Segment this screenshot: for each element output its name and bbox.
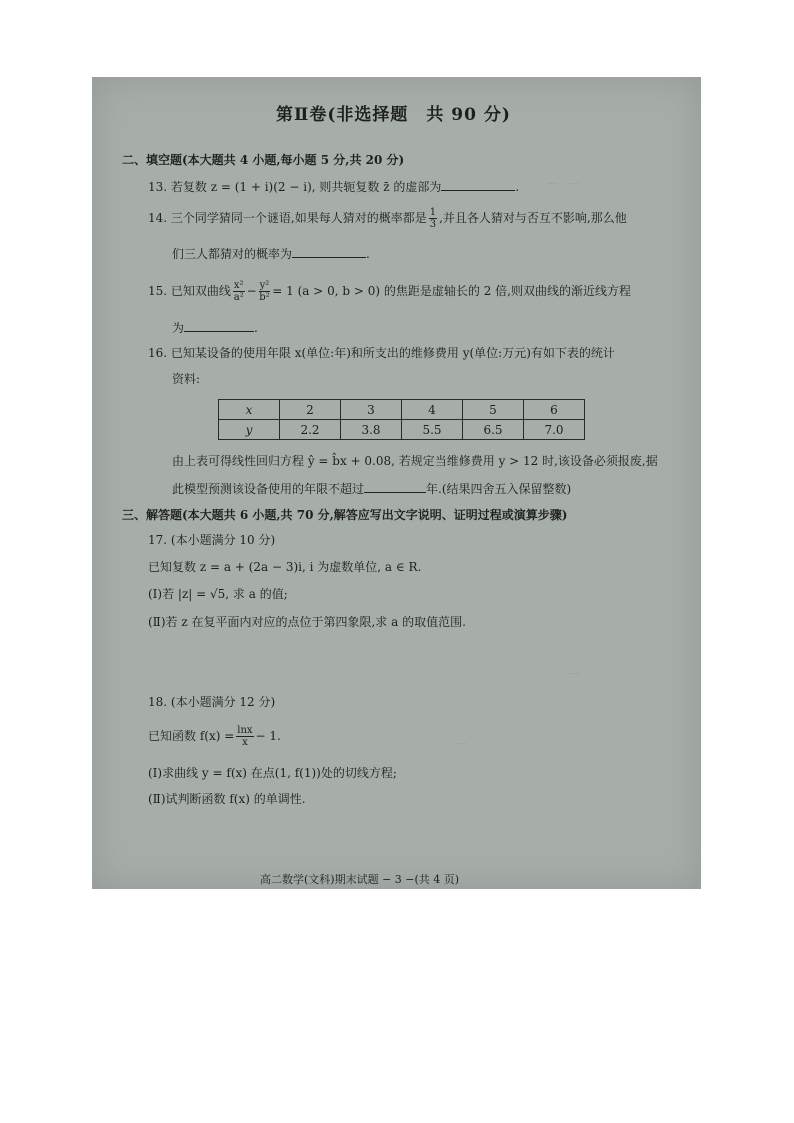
q15-y-den: b²: [259, 292, 270, 303]
table-cell: 6: [524, 400, 585, 420]
question-15-line-2: [172, 319, 258, 336]
q17-title: 17. (本小题满分 10 分): [148, 533, 276, 547]
q17-part-1: (Ⅰ)若 |z| = √5, 求 a 的值;: [148, 587, 288, 601]
q18-stem-b: − 1.: [255, 729, 281, 743]
q18-title: 18. (本小题满分 12 分): [148, 695, 276, 709]
q15-y-num: y²: [259, 280, 270, 291]
q15-lead: 15. 已知双曲线: [148, 284, 231, 298]
q15-fraction-x: [233, 280, 245, 303]
q13-text: 13. 若复数 z = (1 + i)(2 − i), 则共轭复数 z̄ 的虚部为: [148, 180, 442, 194]
q13-end: .: [515, 180, 520, 194]
question-16-line-2: 资料:: [172, 372, 201, 386]
q15-end: .: [254, 321, 258, 335]
data-table: [218, 399, 585, 440]
table-row-x: [219, 400, 585, 420]
table-cell: x: [219, 400, 280, 420]
bleed-through-mark: · · —: [442, 737, 467, 750]
page-title: 第Ⅱ卷(非选择题 共 90 分): [276, 105, 511, 125]
q18-stem-a: 已知函数 f(x) =: [148, 729, 235, 743]
q14-text-b: ,并且各人猜对与否互不影响,那么他: [439, 211, 627, 225]
question-13: [148, 178, 519, 195]
table-cell: 3.8: [341, 420, 402, 440]
table-cell: 3: [341, 400, 402, 420]
q15-rest: = 1 (a > 0, b > 0) 的焦距是虚轴长的 2 倍,则双曲线的渐近线方程: [272, 284, 631, 298]
q18-fraction: [236, 725, 253, 748]
q17-part-2: (Ⅱ)若 z 在复平面内对应的点位于第四象限,求 a 的取值范围.: [148, 615, 466, 629]
question-14-line-1: [148, 207, 627, 230]
q14-text-a: 14. 三个同学猜同一个谜语,如果每人猜对的概率都是: [148, 211, 427, 225]
q18-part-1: (Ⅰ)求曲线 y = f(x) 在点(1, f(1))处的切线方程;: [148, 766, 397, 780]
bleed-through-mark: · — · ·: [562, 667, 594, 680]
table-cell: 6.5: [463, 420, 524, 440]
q18-frac-den: x: [242, 737, 248, 748]
q15-answer-blank: [184, 319, 254, 332]
table-cell: y: [219, 420, 280, 440]
table-cell: 4: [402, 400, 463, 420]
page-footer: 高二数学(文科)期末试题 − 3 −(共 4 页): [260, 873, 460, 886]
q14-frac-den: 3: [429, 219, 437, 230]
q14-end: .: [366, 247, 370, 261]
q14-fraction: [429, 207, 437, 230]
q15-x-num: x²: [233, 280, 244, 291]
q15-minus: −: [246, 284, 257, 298]
question-16-line-4: [172, 480, 571, 497]
table-row-y: [219, 420, 585, 440]
q18-frac-num: lnx: [237, 725, 253, 736]
table-cell: 2: [280, 400, 341, 420]
q15-x-den: a²: [233, 292, 244, 303]
table-cell: 5.5: [402, 420, 463, 440]
q13-answer-blank: [441, 178, 515, 191]
q15-fraction-y: [259, 280, 271, 303]
scanned-page: [92, 77, 701, 889]
q14-line2: 们三人都猜对的概率为: [172, 247, 293, 261]
q16-line4-b: 年.(结果四舍五入保留整数): [426, 482, 572, 496]
bleed-through-mark: — · —: [547, 177, 580, 190]
q16-line4-a: 此模型预测该设备使用的年限不超过: [172, 482, 365, 496]
q14-answer-blank: [292, 245, 366, 258]
q14-frac-num: 1: [429, 207, 437, 218]
question-14-line-2: [172, 245, 370, 262]
table-cell: 2.2: [280, 420, 341, 440]
q18-stem: [148, 725, 281, 748]
question-16-line-1: 16. 已知某设备的使用年限 x(单位:年)和所支出的维修费用 y(单位:万元)有如下表的统计: [148, 346, 615, 360]
q18-part-2: (Ⅱ)试判断函数 f(x) 的单调性.: [148, 792, 306, 806]
question-15-line-1: [148, 280, 631, 303]
q16-answer-blank: [364, 480, 426, 493]
q17-stem: 已知复数 z = a + (2a − 3)i, i 为虚数单位, a ∈ R.: [148, 560, 422, 574]
section-3-heading: 三、解答题(本大题共 6 小题,共 70 分,解答应写出文字说明、证明过程或演算步骤): [122, 508, 568, 522]
bleed-through-mark: · · · ·: [532, 119, 557, 132]
table-cell: 5: [463, 400, 524, 420]
table-cell: 7.0: [524, 420, 585, 440]
section-2-heading: 二、填空题(本大题共 4 小题,每小题 5 分,共 20 分): [122, 153, 405, 167]
q15-line2: 为: [172, 321, 185, 335]
question-16-line-3: 由上表可得线性回归方程 ŷ = b̂x + 0.08, 若规定当维修费用 y > 12 时,该设备必须报废,据: [172, 454, 658, 468]
